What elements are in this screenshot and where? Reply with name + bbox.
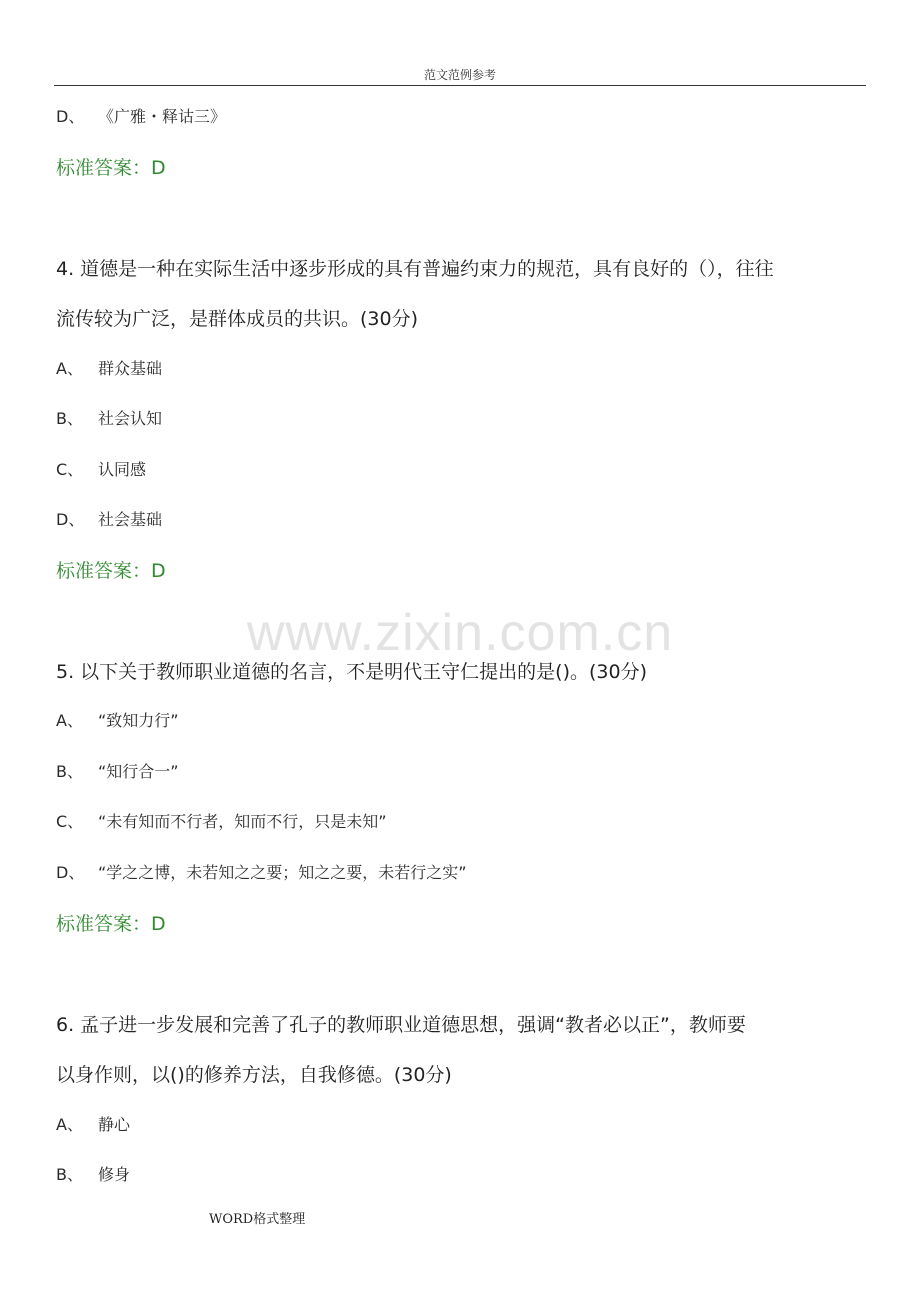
question-6-text-cont: 以身作则，以()的修养方法，自我修德。(30分) <box>56 1064 452 1086</box>
standard-answer: 标准答案：D <box>56 157 166 179</box>
option-a: A、 静心 <box>56 1115 131 1134</box>
option-d: D、 社会基础 <box>56 510 163 529</box>
option-b: B、 社会认知 <box>56 409 163 428</box>
watermark: www.zixin.com.cn <box>246 604 674 662</box>
option-d: D、 “学之之博，未若知之之要；知之之要，未若行之实” <box>56 863 467 882</box>
header-divider <box>54 85 866 86</box>
standard-answer: 标准答案：D <box>56 913 166 935</box>
question-4-text: 4. 道德是一种在实际生活中逐步形成的具有普遍约束力的规范，具有良好的（），往往 <box>56 258 774 280</box>
option-b: B、 修身 <box>56 1165 131 1184</box>
option-a: A、 群众基础 <box>56 359 163 378</box>
option-c: C、 认同感 <box>56 460 147 479</box>
standard-answer: 标准答案：D <box>56 560 166 582</box>
question-4-text-cont: 流传较为广泛，是群体成员的共识。(30分) <box>56 308 419 330</box>
option-a: A、 “致知力行” <box>56 711 179 730</box>
option-b: B、 “知行合一” <box>56 762 179 781</box>
page-footer: WORD格式整理 <box>209 1212 306 1227</box>
option-c: C、 “未有知而不行者，知而不行，只是未知” <box>56 812 387 831</box>
page-header: 范文范例参考 <box>423 68 496 82</box>
option-d: D、 《广雅・释诂三》 <box>56 107 227 126</box>
question-6-text: 6. 孟子进一步发展和完善了孔子的教师职业道德思想，强调“教者必以正”，教师要 <box>56 1014 746 1036</box>
question-5-text: 5. 以下关于教师职业道德的名言，不是明代王守仁提出的是()。(30分) <box>56 661 647 683</box>
